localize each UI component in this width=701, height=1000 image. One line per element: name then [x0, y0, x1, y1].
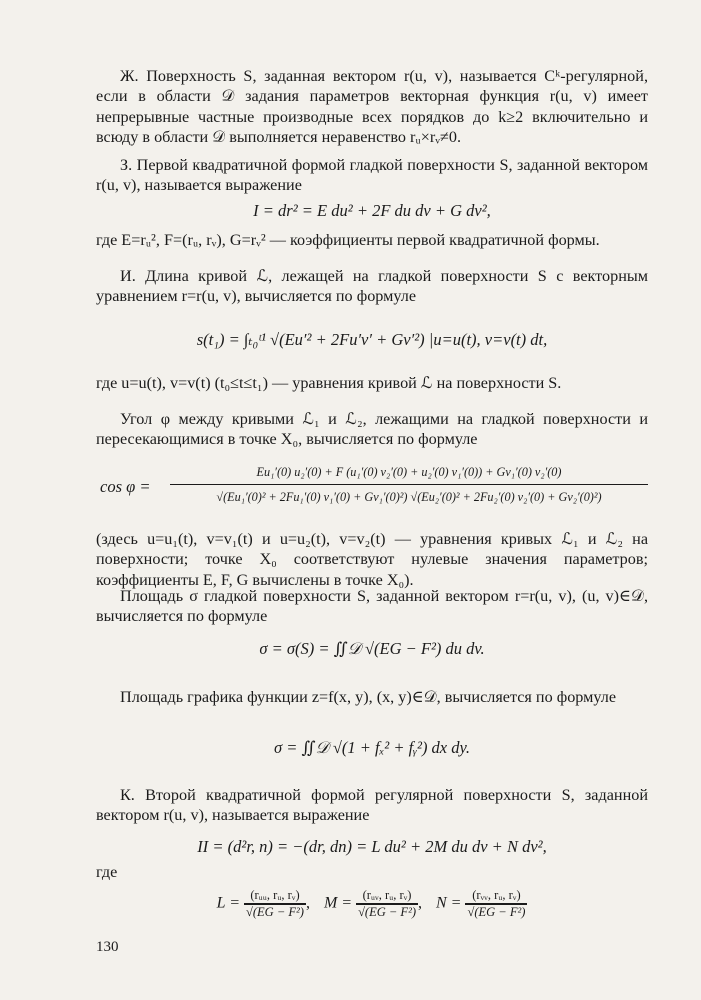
- coef-L-numerator: (rᵤᵤ, rᵤ, rᵥ): [244, 888, 306, 904]
- equation-graph-area: σ = ∬𝒟 √(1 + fₓ² + fᵧ²) dx dy.: [273, 738, 471, 757]
- where-label: где: [96, 863, 118, 881]
- paragraph-first-form: З. Первой квадратичной формой гладкой поверхности S, заданной вектором r(u, v), называется выражение: [96, 156, 648, 195]
- paragraph-regular-surface: Ж. Поверхность S, заданная вектором r(u, v), называется Cᵏ-регулярной, если в области 𝒟 задания параметров векторная функция r(u, v) имеет непрерывные частные производные всех порядков до k≥2 включительно и всюду в области 𝒟 выполняется неравенство rᵤ×rᵥ≠0.: [96, 67, 648, 146]
- paragraph-first-form-coefficients: где E=rᵤ², F=(rᵤ, rᵥ), G=rᵥ² — коэффициенты первой квадратичной формы.: [96, 231, 600, 249]
- cos-denominator: √(Eu₁′(0)² + 2Fu₁′(0) v₁′(0) + Gv₁′(0)²) √(Eu₂′(0)² + 2Fu₂′(0) v₂′(0) + Gv₂′(0)²): [216, 490, 602, 504]
- coef-N-denominator: √(EG − F²): [467, 905, 526, 919]
- coef-M-denominator: √(EG − F²): [358, 905, 416, 919]
- coef-M-lhs: M =: [323, 894, 353, 912]
- equation-second-form-coefficients: L = $\frac{\text{(rᵤᵤ, rᵤ, rᵥ)}}{\text{√(EG − F²)}}$ , M = $\frac{\text{(rᵤᵥ, rᵤ, rᵥ)}}{\text{√(EG − F²)}}$ , N = $\frac{\text{(rᵥᵥ, rᵤ, rᵥ)}}{\text{√(EG − F²)}}$: [216, 888, 526, 919]
- equation-surface-area: σ = σ(S) = ∬𝒟 √(EG − F²) du dv.: [259, 639, 485, 658]
- equation-curve-length: s(t₁) = ∫ₜ₀ᵗ¹ √(Eu′² + 2Fu′v′ + Gv′²) |u=u(t), v=v(t) dt,: [196, 330, 548, 349]
- equation-first-form: I = dr² = E du² + 2F du dv + G dv²,: [253, 201, 491, 220]
- cos-lhs: cos φ =: [100, 477, 151, 496]
- paragraph-notation: (здесь u=u₁(t), v=v₁(t) и u=u₂(t), v=v₂(t) — уравнения кривых ℒ₁ и ℒ₂ на поверхности; точке X₀ соответствуют нулевые значения параметров; коэффициенты E, F, G вычислены в точке X₀).: [96, 530, 648, 589]
- paragraph-angle: Угол φ между кривыми ℒ₁ и ℒ₂, лежащими на гладкой поверхности и пересекающимися в точке X₀, вычисляется по формуле: [96, 410, 648, 449]
- page-number: 130: [96, 939, 119, 955]
- paragraph-second-form: К. Второй квадратичной формой регулярной поверхности S, заданной вектором r(u, v), называется выражение: [96, 786, 648, 825]
- coef-L-lhs: L =: [216, 894, 241, 912]
- cos-numerator: Eu₁′(0) u₂′(0) + F (u₁′(0) v₂′(0) + u₂′(0) v₁′(0)) + Gv₁′(0) v₂′(0): [170, 463, 648, 485]
- paragraph-surface-area: Площадь σ гладкой поверхности S, заданной вектором r=r(u, v), (u, v)∈𝒟, вычисляется по формуле: [96, 587, 648, 626]
- coef-N-lhs: N =: [435, 894, 462, 912]
- equation-cos-angle: [96, 463, 648, 511]
- coef-N-numerator: (rᵥᵥ, rᵤ, rᵥ): [465, 888, 527, 904]
- coef-L-denominator: √(EG − F²): [246, 905, 304, 919]
- paragraph-curve-equations: где u=u(t), v=v(t) (t₀≤t≤t₁) — уравнения кривой ℒ на поверхности S.: [96, 374, 562, 392]
- coef-M-numerator: (rᵤᵥ, rᵤ, rᵥ): [356, 888, 418, 904]
- paragraph-curve-length: И. Длина кривой ℒ, лежащей на гладкой поверхности S с векторным уравнением r=r(u, v), вычисляется по формуле: [96, 267, 648, 306]
- equation-second-form: II = (d²r, n) = −(dr, dn) = L du² + 2M du dv + N dv²,: [197, 837, 547, 856]
- paragraph-graph-area: Площадь графика функции z=f(x, y), (x, y)∈𝒟, вычисляется по формуле: [120, 688, 617, 706]
